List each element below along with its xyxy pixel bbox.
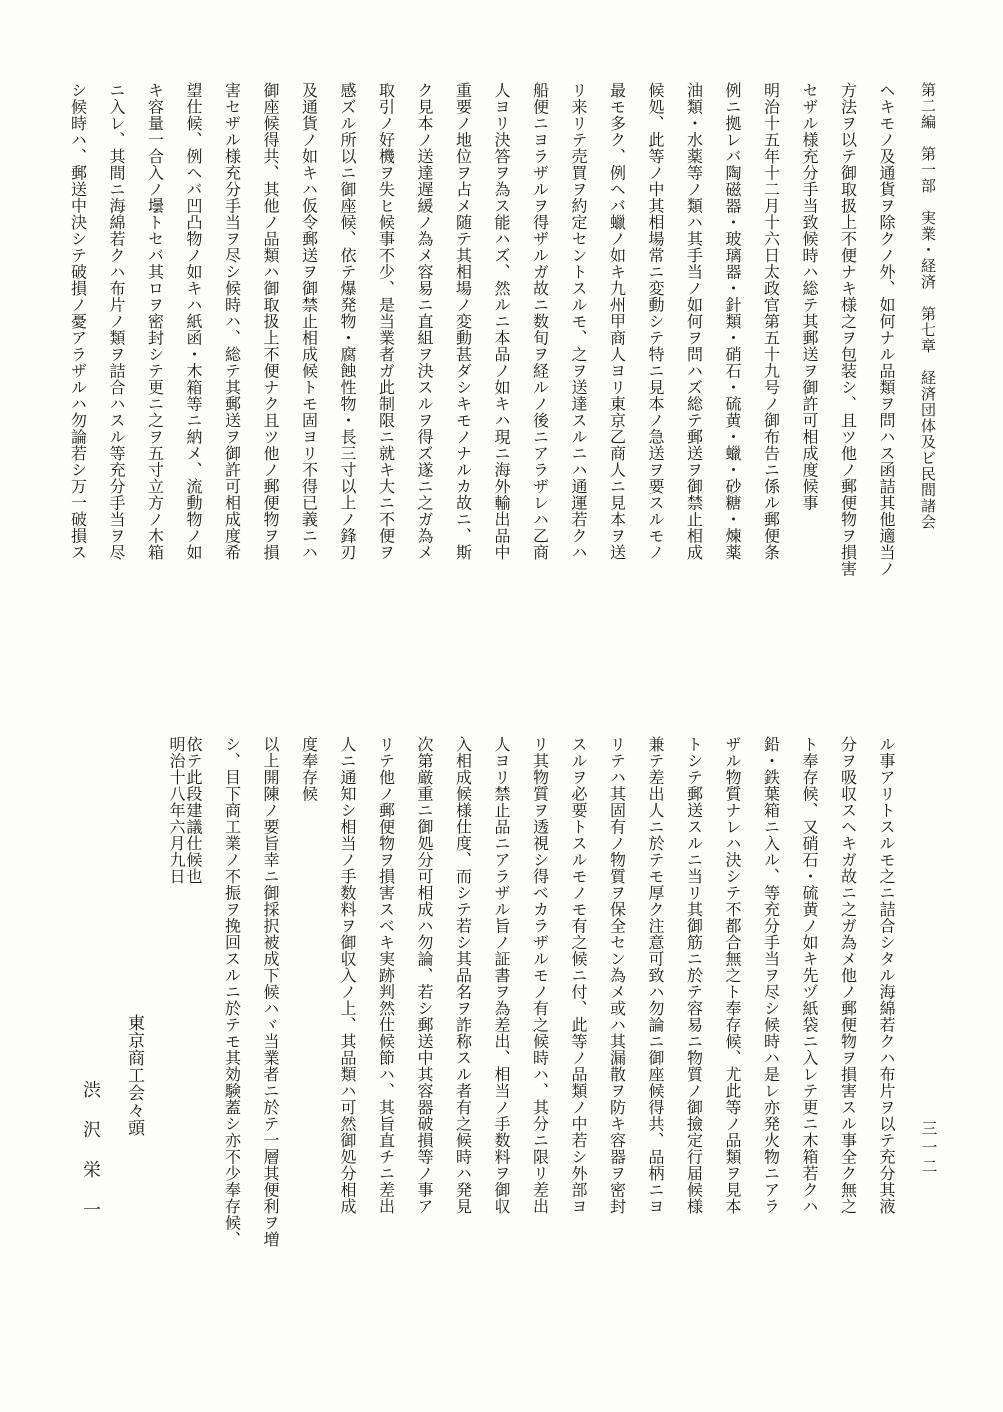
text-column: リテ他ノ郵便物ヲ損害スベキ実跡判然仕候節ハ、其旨直チニ差出: [376, 736, 396, 1215]
text-column: 望仕候、例ヘバ凹凸物ノ如キハ紙函・木箱等ニ納メ、流動物ノ如: [184, 82, 203, 561]
running-head: 第二編 第一部 実業・経済 第七章 経済団体及ビ民間諸会: [919, 82, 937, 530]
text-column: 最モ多ク、例ヘバ蠟ノ如キ九州甲商人ヨリ東京乙商人ニ見本ヲ送: [607, 82, 627, 561]
text-column: 鉛・鉄葉箱ニ入ル、等充分手当ヲ尽シ候時ハ是レ亦発火物ニアラ: [761, 736, 781, 1215]
signature-name: 渋沢栄一: [80, 1080, 101, 1240]
text-column: ト奉存候、又硝石・硫黄ノ如キ先ヅ紙袋ニ入レテ更ニ木箱若クハ: [800, 736, 819, 1215]
text-column: 船便ニヨラザルヲ得ザルガ故ニ数旬ヲ経ルノ後ニアラザレハ乙商: [530, 82, 550, 561]
text-column: 明治十五年十二月十六日太政官第五十九号ノ御布告ニ係ル郵便条: [761, 82, 781, 561]
text-column: 御座候得共、其他ノ品類ハ御取扱上不便ナク且ツ他ノ郵便物ヲ損: [261, 82, 280, 561]
text-column: 以上開陳ノ要旨幸ニ御採択被成下候ハヾ当業者ニ於テ一層其便利ヲ増: [261, 736, 280, 1248]
text-column: リ来リテ売買ヲ約定セントスルモ、之ヲ送達スルニハ通運若クハ: [569, 82, 588, 561]
text-column: リテハ其固有ノ物質ヲ保全セン為メ或ハ其漏散ヲ防キ容器ヲ密封: [607, 736, 627, 1215]
signature-organization: 東京商工会々頭: [124, 1014, 144, 1137]
text-column: 入相成候様仕度、而シテ若シ其品名ヲ詐称スル者有之候時ハ発見: [453, 736, 473, 1215]
text-column: 取引ノ好機ヲ失ヒ候事不少、是当業者ガ此制限ニ就キ大ニ不便ヲ: [376, 82, 396, 561]
text-column: キ容量一合入ノ壜トセバ其ロヲ密封シテ更ニ之ヲ五寸立方ノ木箱: [145, 82, 165, 561]
text-column: 例ニ拠レバ陶磁器・玻璃器・針類・硝石・硫黄・蠟・砂糖・煉薬: [723, 82, 742, 561]
text-column: 人ヨリ禁止品ニアラザル旨ノ証書ヲ為差出、相当ノ手数料ヲ御収: [492, 736, 511, 1215]
text-column: 油類・水薬等ノ類ハ其手当ノ如何ヲ問ハズ総テ郵送ヲ御禁止相成: [684, 82, 704, 561]
text-column: ザル物質ナレハ決シテ不都合無之ト奉存候、尤此等ノ品類ヲ見本: [723, 736, 742, 1215]
text-column: 人ヨリ決答ヲ為ス能ハズ、然ルニ本品ノ如キハ現ニ海外輸出品中: [492, 82, 511, 561]
text-column: 次第厳重ニ御処分可相成ハ勿論、若シ郵送中其容器破損等ノ事ア: [415, 736, 434, 1215]
text-column: 害セザル様充分手当ヲ尽シ候時ハ、総テ其郵送ヲ御許可相成度希: [222, 82, 242, 561]
text-column: 兼テ差出人ニ於テモ厚ク注意可致ハ勿論ニ御座候得共、品柄ニヨ: [646, 736, 665, 1215]
text-column: 度奉存候: [299, 736, 319, 802]
text-column: ク見本ノ送達遅緩ノ為メ容易ニ直組ヲ決スルヲ得ズ遂ニ之ガ為メ: [415, 82, 434, 561]
text-column: シ候時ハ、郵送中決シテ破損ノ憂アラザルハ勿論若シ万一破損ス: [68, 82, 88, 561]
text-column: ヘキモノ及通貨ヲ除クノ外、如何ナル品類ヲ問ハス函詰其他適当ノ: [877, 82, 896, 577]
text-column: 依テ此段建議仕候也: [184, 736, 203, 885]
text-column: セザル様充分手当致候時ハ総テ其郵送ヲ御許可相成度候事: [800, 82, 819, 511]
text-column: スルヲ必要トスルモノモ有之候ニ付、此等ノ品類ノ中若シ外部ヨ: [569, 736, 588, 1215]
text-column: 方法ヲ以テ御取扱上不便ナキ様之ヲ包装シ、且ツ他ノ郵便物ヲ損害: [838, 82, 858, 577]
text-column: シ、目下商工業ノ不振ヲ挽回スルニ於テモ其効験蓋シ亦不少奉存候、: [222, 736, 242, 1248]
text-column: 感ズル所以ニ御座候、依テ爆発物・腐蝕性物・長三寸以上ノ鋒刃: [338, 82, 357, 561]
page-number: 三一二: [919, 1120, 938, 1177]
text-column: リ其物質ヲ透視シ得ベカラザルモノ有之候時ハ、其分ニ限リ差出: [530, 736, 550, 1215]
text-column: ニ入レ、其間ニ海綿若クハ布片ノ類ヲ詰合ハスル等充分手当ヲ尽: [107, 82, 126, 561]
text-column: トシテ郵送スルニ当リ其御筋ニ於テ容易ニ物質ノ御撿定行届候様: [684, 736, 704, 1215]
text-column: 重要ノ地位ヲ占メ随テ其相場ノ変動甚ダシキモノナルカ故ニ、斯: [453, 82, 473, 561]
text-column: 分ヲ吸収スヘキガ故ニ之ガ為メ他ノ郵便物ヲ損害スル事全ク無之: [838, 736, 858, 1215]
text-column: 及通貨ノ如キハ仮令郵送ヲ御禁止相成候トモ固ヨリ不得已義ニハ: [299, 82, 319, 561]
text-column: ル事アリトスルモ之ニ詰合シタル海綿若クハ布片ヲ以テ充分其液: [877, 736, 896, 1215]
text-column: 候処、此等ノ中其相場常ニ変動シテ特ニ見本ノ急送ヲ要スルモノ: [646, 82, 665, 561]
text-column: 人ニ通知シ相当ノ手数料ヲ御収入ノ上、其品類ハ可然御処分相成: [338, 736, 357, 1215]
date-line: 明治十八年六月九日: [167, 736, 186, 885]
